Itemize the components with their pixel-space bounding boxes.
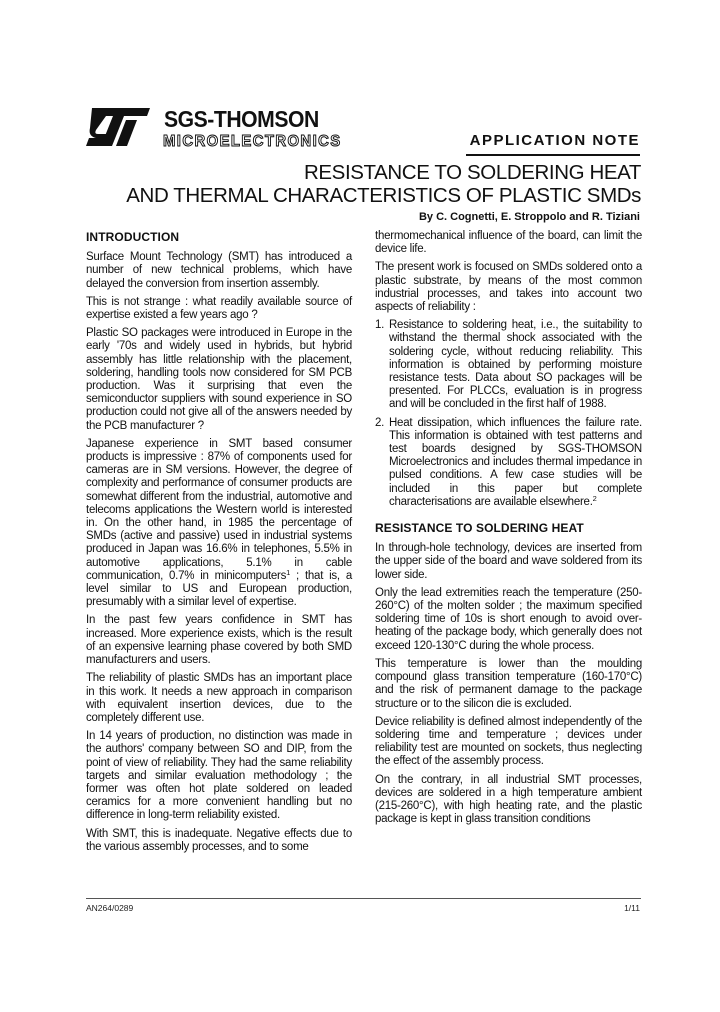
paragraph: This temperature is lower than the moulding compound glass transition temperature (160-170°C) and the risk of permanent damage to the package structure or to the silicon die is excluded. [375,657,642,710]
paragraph: The reliability of plastic SMDs has an important place in this work. It needs a new approach in comparison with equivalent insertion devices, due to the completely different use. [86,672,352,724]
brand-subtitle: MICROELECTRONICS [163,133,342,150]
document-type: APPLICATION NOTE [469,132,640,149]
brand-name: SGS-THOMSON [164,106,319,132]
footer-rule [86,898,641,899]
paragraph: In the past few years confidence in SMT has increased. More experience exists, which is the result of an expensive learning phase covered by both SMD manufacturers and users. [86,614,352,667]
list-item-text: Heat dissipation, which influences the failure rate. This information is obtained with test patterns and test boards designed by SGS-THOMSON Microelectronics and includes thermal impedance in pulsed conditions. A few case studies will be included in this paper but complete characterisations are available elsewhere. [389,416,642,508]
footnote-ref: 2 [592,493,597,503]
paragraph: The present work is focused on SMDs soldered onto a plastic substrate, by means of the most common industrial processes, and takes into account two aspects of reliability : [375,261,642,314]
paragraph: In 14 years of production, no distinction was made in the authors' company between SO and DIP, from the point of view of reliability. They had the same reliability targets and similar evaluation methodology ; the former was often hot plate soldered on leaded ceramics for a more convenient handling but no difference in long-term reliability existed. [86,730,352,822]
paragraph: Only the lead extremities reach the temperature (250-260°C) of the molten solder ; the maximum specified soldering time of 10s is short enough to avoid over-heating of the package body, which generally does not exceed 120-130°C during the whole process. [375,586,642,652]
paragraph: With SMT, this is inadequate. Negative effects due to the various assembly processes, and to some [86,827,352,853]
paragraph: On the contrary, in all industrial SMT processes, devices are soldered in a high temperature ambient (215-260°C), with high heating rate, and the plastic package is kept in glass transition conditions [375,773,642,826]
document-code: AN264/0289 [86,903,134,913]
paragraph: thermomechanical influence of the board, can limit the device life. [375,230,642,256]
title-line-2: AND THERMAL CHARACTERISTICS OF PLASTIC SMDs [126,184,641,207]
page-number: 1/11 [624,903,640,913]
list-item [375,319,642,411]
section-heading-introduction: INTRODUCTION [86,230,180,244]
paragraph: This is not strange : what readily available source of expertise existed a few years ago ? [86,295,352,322]
title-line-1: RESISTANCE TO SOLDERING HEAT [304,161,641,184]
company-logo [84,106,369,154]
section-heading-soldering-heat: RESISTANCE TO SOLDERING HEAT [375,521,584,536]
paragraph [86,438,352,610]
list-number: 2. [375,416,385,429]
paragraph-text: ; that is, a level similar to US and European production, presumably with a similar level of expertise. [86,569,352,609]
list-item-text: Resistance to soldering heat, i.e., the suitability to withstand the thermal shock associated with the soldering cycle, without reducing reliability. This information is obtained by performing moisture resistance tests. Data about SO packages will be presented. For PLCCs, evaluation is in progress and will be concluded in the first half of 1988. [389,319,642,411]
list-item [375,417,642,509]
page-title [126,161,641,207]
numbered-list [375,319,642,509]
header-rule [466,154,640,156]
left-column [86,231,352,859]
right-column [375,230,642,831]
footnote-ref: 1 [286,567,291,577]
authors: By C. Cognetti, E. Stroppolo and R. Tiziani [418,211,640,223]
st-logo-icon [84,106,154,150]
paragraph: In through-hole technology, devices are inserted from the upper side of the board and wave soldered from its lower side. [375,542,642,581]
list-number: 1. [375,319,385,332]
paragraph: Plastic SO packages were introduced in Europe in the early '70s and widely used in hybrids, but hybrid assembly has little relationship with the placement, soldering, handling tools now considered for SM PCB production. Was it surprising that even the semiconductor suppliers with sound experience in SO production could not give all of the answers needed by the PCB manufacturer ? [86,327,352,432]
paragraph-text: Japanese experience in SMT based consumer products is impressive : 87% of components used for cameras are in SM versions. However, the degree of complexity and performance of consumer products are somewhat different from the industrial, automotive and telecoms applications the Western world is interested in. On the other hand, in 1985 the percentage of SMDs (active and passive) used in industrial systems produced in Japan was 16.6% in telephones, 5.5% in automotive applications, 5.1% in cable communication, 0.7% in minicomputers [86,437,352,582]
paragraph: Device reliability is defined almost independently of the soldering time and temperature ; devices under reliability test are mounted on sockets, thus neglecting the effect of the assembly process. [375,715,642,768]
paragraph: Surface Mount Technology (SMT) has introduced a number of new technical problems, which have delayed the conversion from insertion assembly. [86,251,352,290]
